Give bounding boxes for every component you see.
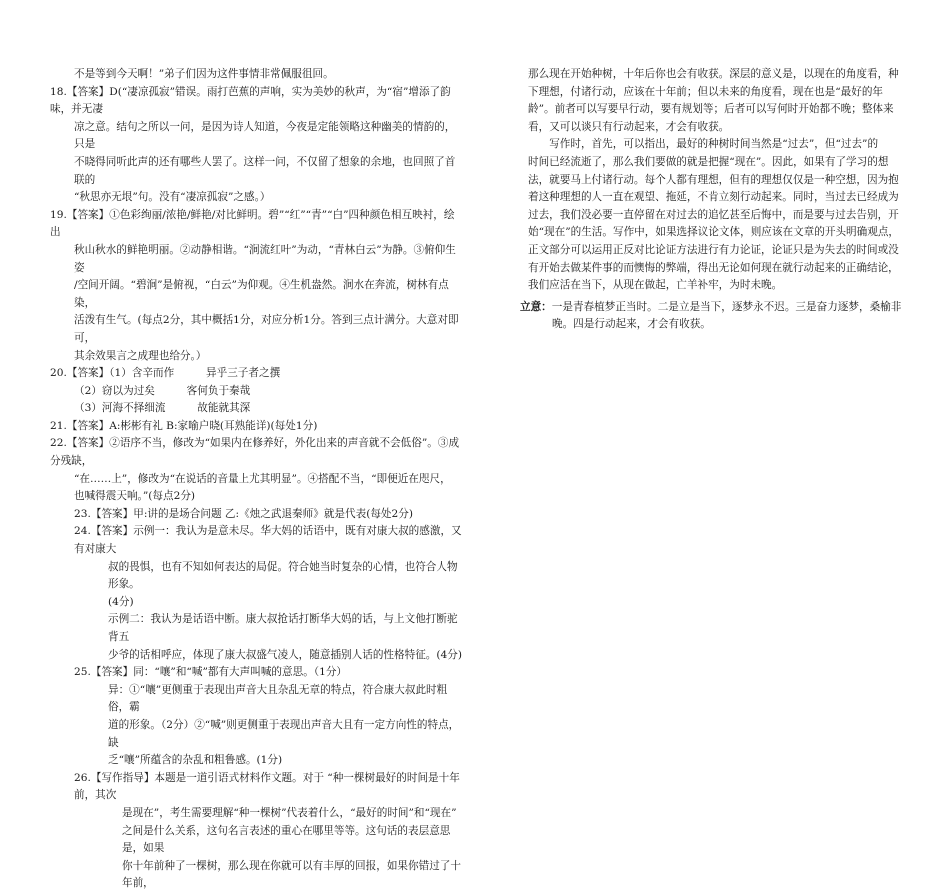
right-text-line: 法，就要马上付诸行动。每个人都有理想，但有的理想仅仅是一种空想，因为抱 xyxy=(528,173,899,186)
right-text-line: 写作时，首先，可以指出，最好的种树时间当然是“过去”，但“过去”的 xyxy=(549,138,879,151)
right-text-line: 着这种理想的人一直在观望、拖延，不肯立刻行动起来。同时，当过去已经成为 xyxy=(528,191,899,204)
left-text-line: 乏“嚷”所蕴含的杂乱和粗鲁感。(1分) xyxy=(108,754,283,767)
left-text-line: 19.【答案】①色彩绚丽/浓艳/鲜艳/对比鲜明。碧”“红”“青”“白”四种颜色相互映衬，绘出 xyxy=(50,208,455,239)
left-text-line: 18.【答案】D(“凄凉孤寂”错误。雨打芭蕉的声响，实为美妙的秋声，为“宿”增添了韵味，并无凄 xyxy=(50,85,451,116)
left-text-line: 活泼有生气。(每点2分，其中概括1分，对应分析1分。答到三点计满分。大意对即可， xyxy=(74,314,459,344)
left-text-line: 示例二：我认为是话语中断。康大叔抢话打断华大妈的话，与上文他打断驼背五 xyxy=(108,613,458,643)
idea-text-2: 晚。四是行动起来，才会有收获。 xyxy=(552,318,711,331)
left-text-line: （2）窃以为过矣 客何负于秦哉 xyxy=(74,384,251,397)
left-text-line: 24.【答案】示例一：我认为是意未尽。华大妈的话语中，既有对康大叔的感激，又有对康大 xyxy=(74,525,462,556)
left-text-line: 其余效果言之成理也给分。） xyxy=(74,349,207,362)
left-text-line: 不晓得同听此声的还有哪些人罢了。这样一问，不仅留了想象的余地，也回照了首联的 xyxy=(74,155,456,186)
left-text-line: 22.【答案】②语序不当，修改为“如果内在修养好，外化出来的声音就不会低俗”。③成分残缺， xyxy=(50,437,460,468)
left-text-line: 21.【答案】A:彬彬有礼 B:家喻户晓(耳熟能详)(每处1分) xyxy=(50,419,318,432)
right-text-line: 龄”。前者可以写要早行动，要有规划等；后者可以写何时开始都不晚；整体来 xyxy=(528,103,894,116)
right-text-line: 看，又可以谈只有行动起来，才会有收获。 xyxy=(528,120,730,133)
right-text-line: 下理想，付诸行动，应该在十年前；但以未来的角度看，现在也是“最好的年 xyxy=(528,85,884,98)
right-text-line: 那么现在开始种树，十年后你也会有收获。深层的意义是，以现在的角度看，种 xyxy=(528,68,899,80)
left-text-line: 异：①“嚷”更侧重于表现出声音大且杂乱无章的特点，符合康大叔此时粗俗，霸 xyxy=(108,683,448,714)
left-text-line: /空间开阔。“碧涧”是俯视，“白云”为仰观。④生机盎然。涧水在奔流，树林有点染， xyxy=(74,279,449,309)
left-column xyxy=(50,66,465,893)
left-text-line: “在……上”，修改为“在说话的音量上尤其明显”。④搭配不当，“即便近在咫尺， xyxy=(74,472,451,485)
left-text-line: 之间是什么关系，这句名言表述的重心在哪里等等。这句话的表层意思是，如果 xyxy=(122,824,451,855)
left-text-line: 叔的畏惧，也有不知如何表达的局促。符合她当时复杂的心情，也符合人物形象。 xyxy=(108,560,458,591)
right-text-line: 过去，我们没必要一直停留在对过去的追忆甚至后悔中，而是要与过去告别，开 xyxy=(528,208,899,221)
right-text-line: 时间已经流逝了，那么我们要做的就是把握“现在”。因此，如果有了学习的想 xyxy=(528,155,889,168)
idea-line xyxy=(520,299,910,317)
left-text-line: (4分) xyxy=(108,595,134,608)
left-text-line: 道的形象。（2分）②“喊”则更侧重于表现出声音大且有一定方向性的特点，缺 xyxy=(108,718,460,749)
left-text-line: 23.【答案】甲:讲的是场合问题 乙:《烛之武退秦师》就是代表(每处2分) xyxy=(74,507,413,520)
idea-text-1: 一是青春植梦正当时。二是立是当下，逐梦永不迟。三是奋力逐梦，桑榆非 xyxy=(551,300,902,313)
left-text-line: 秋山秋水的鲜艳明丽。②动静相谐。“涧流红叶”为动，“青林白云”为静。③俯仰生姿 xyxy=(74,243,456,274)
idea-label: 立意： xyxy=(520,300,552,313)
right-column xyxy=(520,66,910,334)
left-text-line: 25.【答案】同：“嚷”和“喊”都有大声叫喊的意思。（1分） xyxy=(74,666,348,679)
right-text-line: 我们应活在当下，从现在做起，亡羊补牢，为时未晚。 xyxy=(528,279,783,292)
left-text-line: （3）河海不择细流 故能就其深 xyxy=(74,402,251,415)
left-text-line: 是现在”，考生需要理解“种一棵树”代表着什么，“最好的时间”和“现在” xyxy=(122,806,457,819)
left-text-line: 少爷的话相呼应，体现了康大叔盛气凌人，随意插别人话的性格特征。(4分) xyxy=(108,648,463,661)
right-text-line: 正文部分可以运用正反对比论证方法进行有力论证，论证只是为失去的时间或没 xyxy=(528,243,899,256)
right-text-line: 有开始去做某件事的而懊悔的弊端，得出无论如何现在就行动起来的正确结论， xyxy=(528,261,899,274)
left-text-line: 不是等到今天啊！”弟子们因为这件事情非常佩服徂回。 xyxy=(74,68,334,80)
idea-section xyxy=(520,299,910,334)
left-text-line: 也喊得震天响。”(每点2分) xyxy=(74,490,196,503)
left-text-line: 26.【写作指导】本题是一道引语式材料作文题。对于 “种一棵树最好的时间是十年前，其次 xyxy=(74,771,460,802)
right-text-line: 始“现在”的生活。写作中，如果选择议论文体，则应该在文章的开头明确观点， xyxy=(528,226,900,239)
left-text-line: 你十年前种了一棵树，那么现在你就可以有丰厚的回报，如果你错过了十年前， xyxy=(122,859,461,890)
left-text-line: 20.【答案】（1）含辛而作 异乎三子者之撰 xyxy=(50,367,281,380)
left-text-line: 凉之意。结句之所以一问，是因为诗人知道，今夜是定能领略这种幽美的情韵的，只是 xyxy=(74,120,456,151)
left-text-line: “秋思亦无垠”句。没有“凄凉孤寂”之感。） xyxy=(74,191,271,204)
